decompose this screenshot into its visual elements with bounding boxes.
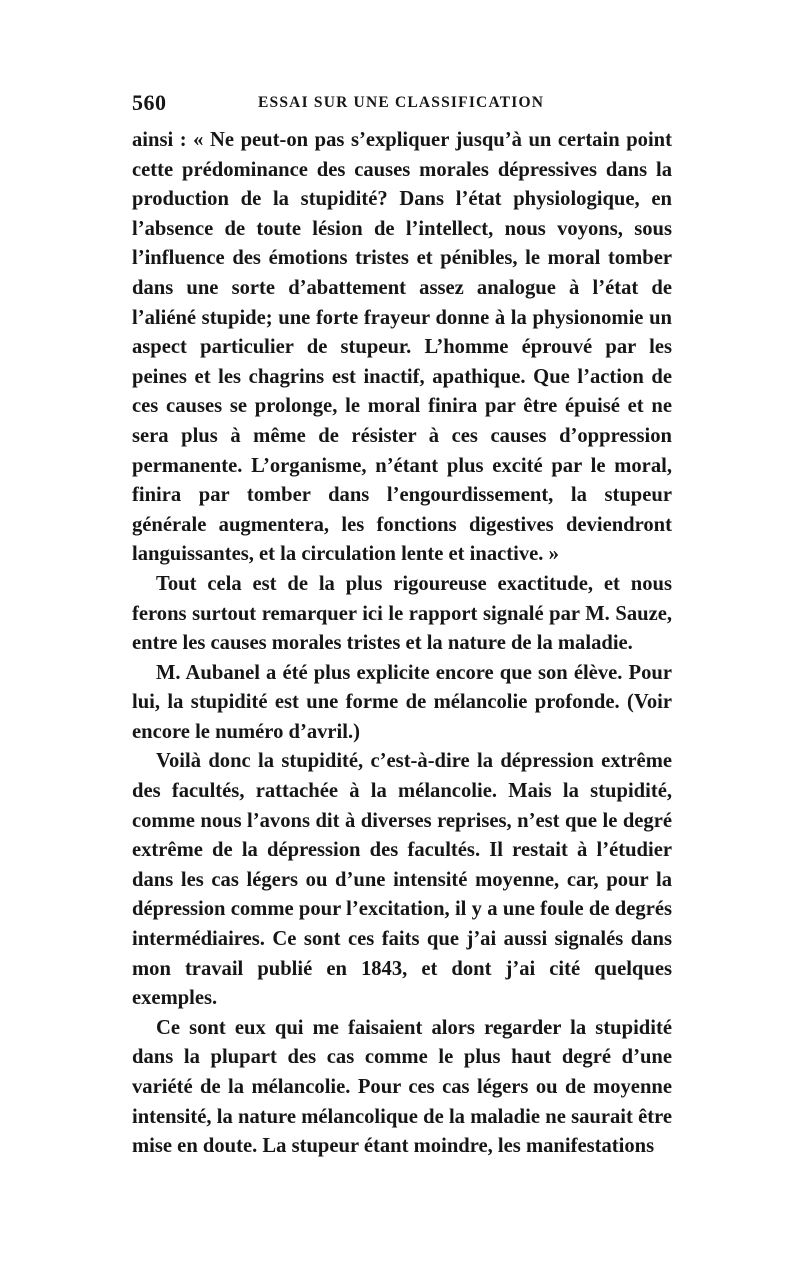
book-page xyxy=(132,90,672,1162)
paragraph-quote-continuation: ainsi : « Ne peut-on pas s’expliquer jusqu’à un certain point cette prédominance des causes morales dépressives dans la production de la stupidité? Dans l’état physiologique, en l’absence de toute lésion de l’intellect, nous voyons, sous l’influence des émotions tristes et pénibles, le moral tomber dans une sorte d’abattement assez analogue à l’état de l’aliéné stupide; une forte frayeur donne à la physionomie un aspect particulier de stupeur. L’homme éprouvé par les peines et les chagrins est inactif, apathique. Que l’action de ces causes se prolonge, le moral finira par être épuisé et ne sera plus à même de résister à ces causes d’oppression permanente. L’organisme, n’étant plus excité par le moral, finira par tomber dans l’engourdissement, la stupeur générale augmentera, les fonctions digestives deviendront languissantes, et la circulation lente et inactive. » xyxy=(132,129,672,566)
paragraph-aubanel: M. Aubanel a été plus explicite encore que son élève. Pour lui, la stupidité est une forme de mélancolie profonde. (Voir encore le numéro d’avril.) xyxy=(132,661,672,743)
page-number: 560 xyxy=(132,90,167,115)
paragraph-sauze: Tout cela est de la plus rigoureuse exactitude, et nous ferons surtout remarquer ici le rapport signalé par M. Sauze, entre les causes morales tristes et la nature de la maladie. xyxy=(132,572,672,655)
running-title: ESSAI SUR UNE CLASSIFICATION xyxy=(258,94,545,111)
paragraph-stupidite: Voilà donc la stupidité, c’est-à-dire la dépression extrême des facultés, rattachée à la mélancolie. Mais la stupidité, comme nous l’avons dit à diverses reprises, n’est que le degré extrême de la dépression des facultés. Il restait à l’étudier dans les cas légers ou d’une intensité moyenne, car, pour la dépression comme pour l’excitation, il y a une foule de degrés intermédiaires. Ce sont ces faits que j’ai aussi signalés dans mon travail publié en 1843, et dont j’ai cité quelques exemples. xyxy=(132,750,672,1010)
page-header xyxy=(132,90,672,126)
paragraph-ce-sont-eux: Ce sont eux qui me faisaient alors regarder la stupidité dans la plupart des cas comme le plus haut degré d’une variété de la mélancolie. Pour ces cas légers ou de moyenne intensité, la nature mélancolique de la maladie ne saurait être mise en doute. La stupeur étant moindre, les manifestations xyxy=(132,1016,672,1158)
body-text xyxy=(132,126,672,1162)
